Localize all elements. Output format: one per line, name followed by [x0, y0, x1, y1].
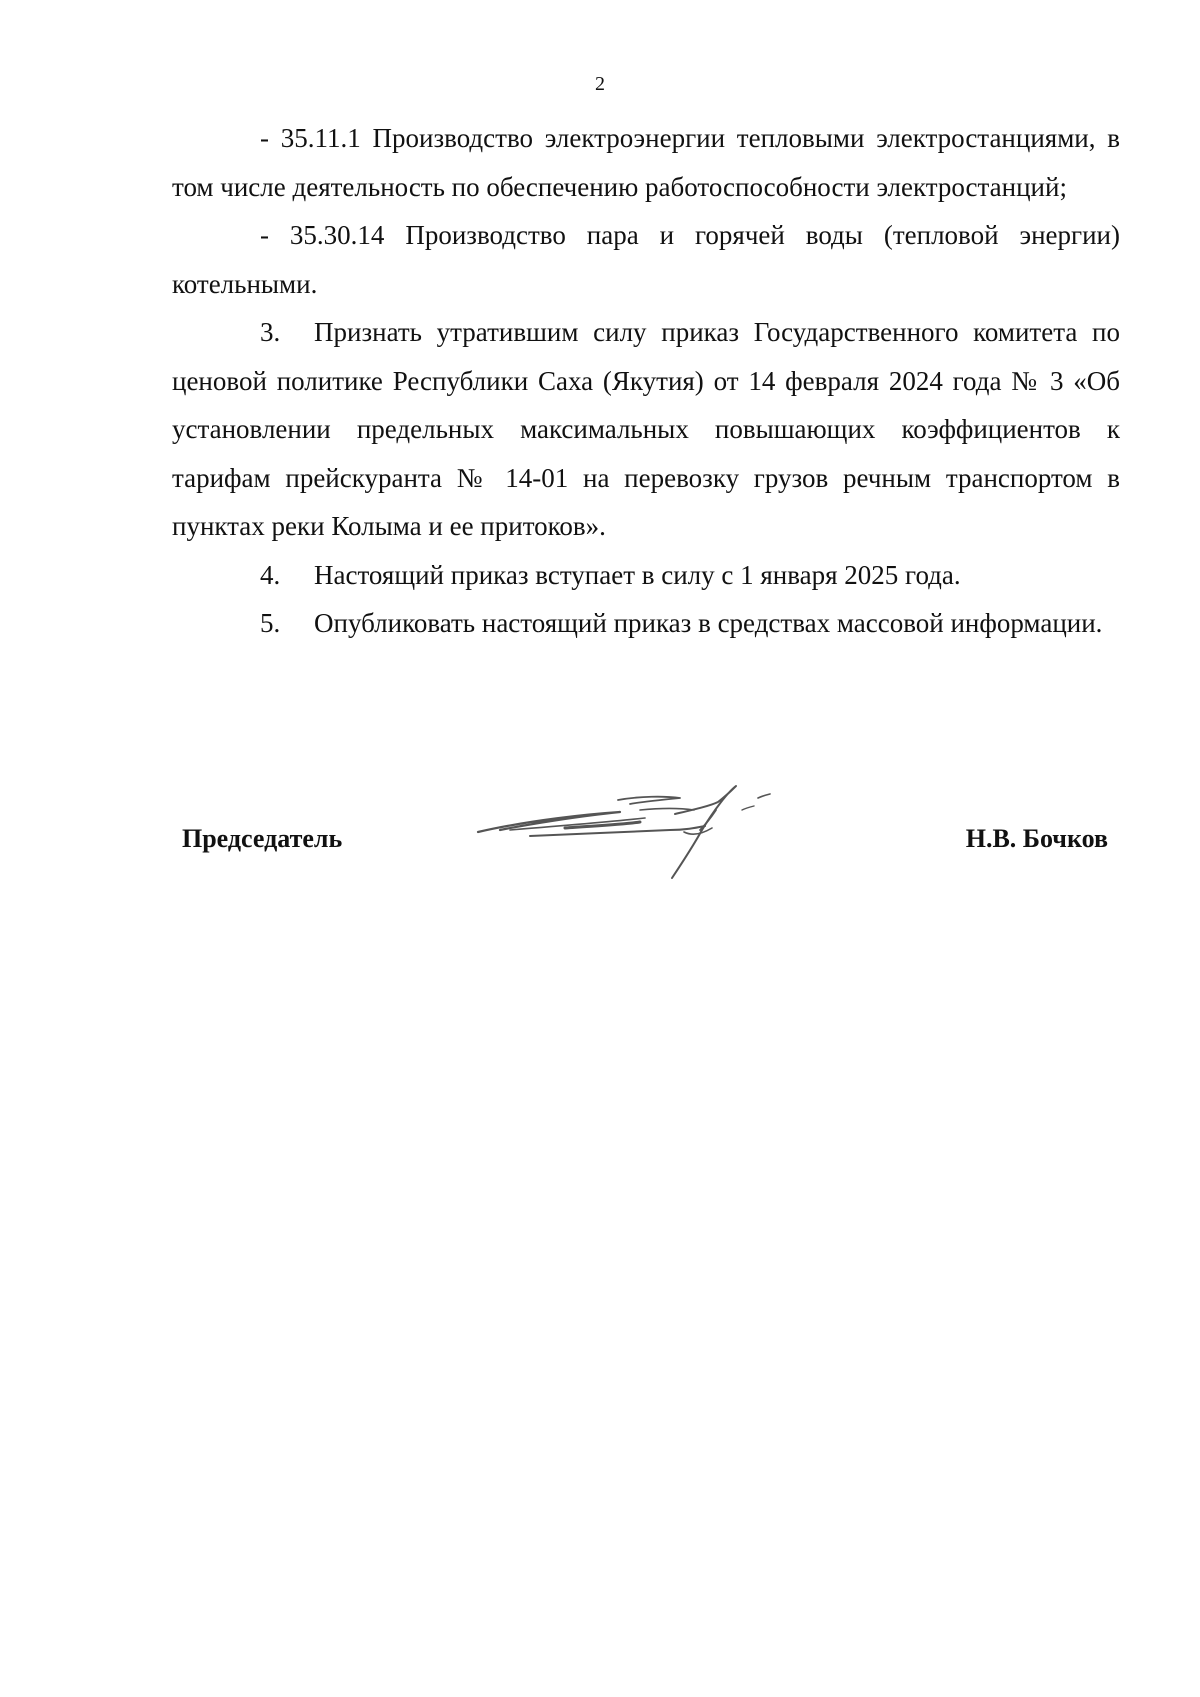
- item-text: Настоящий приказ вступает в силу с 1 января 2025 года.: [314, 559, 961, 590]
- item-text: Признать утратившим силу приказ Государственного комитета по ценовой политике Республики Саха (Якутия) от 14 февраля 2024 года № 3 «Об установлении предельных максимальных повышающих коэффициентов к тарифам прейскуранта № 14-01 на перевозку грузов речным транспортом в пунктах реки Колыма и ее притоков».: [172, 317, 1120, 541]
- paragraph-item-3: [172, 308, 1120, 551]
- handwritten-signature: [470, 770, 790, 880]
- item-number: 4.: [260, 559, 281, 590]
- item-text: Опубликовать настоящий приказ в средствах массовой информации.: [314, 608, 1103, 638]
- signatory-title: Председатель: [182, 824, 343, 853]
- paragraph-item-5: [172, 599, 1120, 648]
- signature-block: [0, 770, 1200, 890]
- paragraph-okved-35-30-14: - 35.30.14 Производство пара и горячей воды (тепловой энергии) котельными.: [172, 220, 1120, 299]
- item-number: 5.: [260, 608, 281, 638]
- signatory-name: Н.В. Бочков: [965, 824, 1108, 853]
- paragraph-item-4: [172, 551, 1120, 600]
- paragraph-okved-35-11-1: - 35.11.1 Производство электроэнергии тепловыми электростанциями, в том числе деятельность по обеспечению работоспособности электростанций;: [172, 123, 1120, 202]
- item-number: 3.: [260, 317, 281, 347]
- document-body: [172, 114, 1120, 648]
- page-number: 2: [595, 73, 605, 95]
